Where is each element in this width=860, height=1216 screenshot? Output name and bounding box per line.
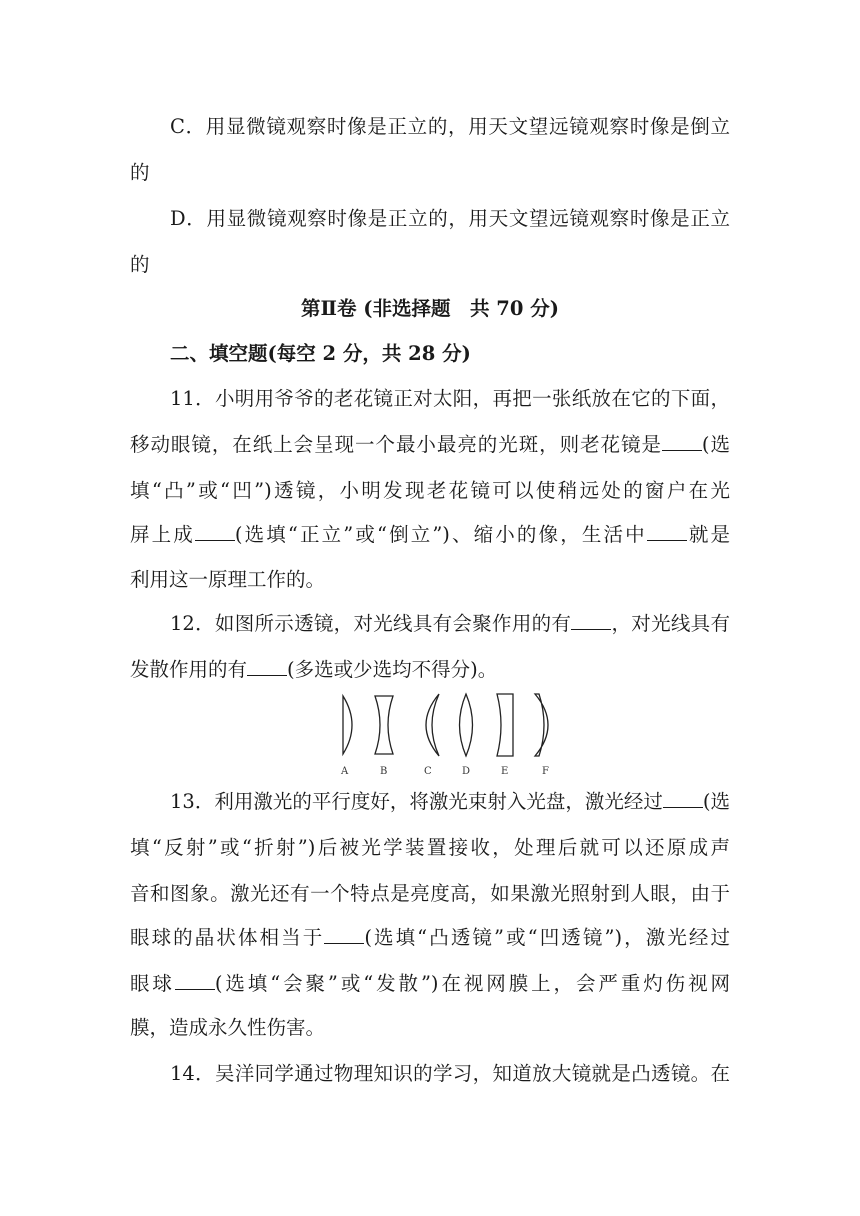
q13-line-1 [170,787,730,817]
lens-label-a: A [341,766,349,777]
answer-blank[interactable] [663,789,703,808]
answer-blank[interactable] [247,657,287,676]
lens-e [497,694,513,756]
q13-text-1a: 13．利用激光的平行度好，将激光束射入光盘，激光经过 [170,790,663,813]
q12-text-2b: (多选或少选均不得分)。 [287,658,498,681]
part2-heading-text: 二、填空题(每空 2 分，共 28 分) [170,342,471,365]
q11-text-4a: 屏上成 [130,523,195,546]
q11-line-4 [130,520,730,550]
lens-figure [335,688,565,780]
q13-line-6: 膜，造成永久性伤害。 [130,1016,326,1039]
lens-label-c: C [424,766,432,777]
q12-line-1 [170,609,730,639]
q11-line-5: 利用这一原理工作的。 [130,568,326,591]
q13-line-5 [130,969,730,999]
q12-text-1b: ，对光线具有 [611,612,730,635]
option-d-line-1: D．用显微镜观察时像是正立的，用天文望远镜观察时像是正立 [170,207,730,230]
q12-line-2 [130,655,730,685]
answer-blank[interactable] [175,971,215,990]
answer-blank[interactable] [662,432,702,451]
answer-blank[interactable] [324,925,364,944]
lens-label-d: D [462,766,471,777]
q11-text-4b: (选填“正立”或“倒立”)、缩小的像，生活中 [234,523,647,546]
q13-text-5b: (选填“会聚”或“发散”)在视网膜上，会严重灼伤视网 [214,972,730,995]
lens-label-b: B [380,766,388,777]
q13-text-1b: (选 [702,790,730,813]
q13-line-4 [130,923,730,953]
q12-text-1a: 12．如图所示透镜，对光线具有会聚作用的有 [170,612,572,635]
q11-text-4c: 就是 [686,523,730,546]
lens-label-f: F [542,766,549,777]
q11-text-2b: (选 [701,433,730,456]
lens-c [426,694,439,756]
option-c-line-2: 的 [130,161,150,184]
lens-f [535,694,548,756]
part2-heading [170,339,730,369]
q13-line-2: 填“反射”或“折射”)后被光学装置接收，处理后就可以还原成声 [130,836,730,859]
q11-text-2a: 移动眼镜，在纸上会呈现一个最小最亮的光斑，则老花镜是 [130,433,662,456]
lens-d [460,694,473,756]
q12-text-2a: 发散作用的有 [130,658,248,681]
answer-blank[interactable] [647,522,687,541]
option-d-line-2: 的 [130,253,150,276]
lens-a [343,696,352,754]
q11-line-2 [130,430,730,460]
q13-line-3: 音和图象。激光还有一个特点是亮度高，如果激光照射到人眼，由于 [130,882,730,905]
q11-line-1: 11．小明用爷爷的老花镜正对太阳，再把一张纸放在它的下面， [170,387,730,410]
q13-text-4b: (选填“凸透镜”或“凹透镜”)，激光经过 [364,926,730,949]
option-c-line-1: C．用显微镜观察时像是正立的，用天文望远镜观察时像是倒立 [170,115,730,138]
lens-label-e: E [501,766,509,777]
q14-line-1: 14．吴洋同学通过物理知识的学习，知道放大镜就是凸透镜。在 [170,1062,730,1085]
q13-text-5a: 眼球 [130,972,175,995]
lens-b [375,696,393,754]
answer-blank[interactable] [195,522,235,541]
q13-text-4a: 眼球的晶状体相当于 [130,926,325,949]
section-title: 第Ⅱ卷 (非选择题 共 70 分) [301,297,559,320]
q11-line-3: 填“凸”或“凹”)透镜，小明发现老花镜可以使稍远处的窗户在光 [130,479,730,502]
answer-blank[interactable] [571,611,611,630]
